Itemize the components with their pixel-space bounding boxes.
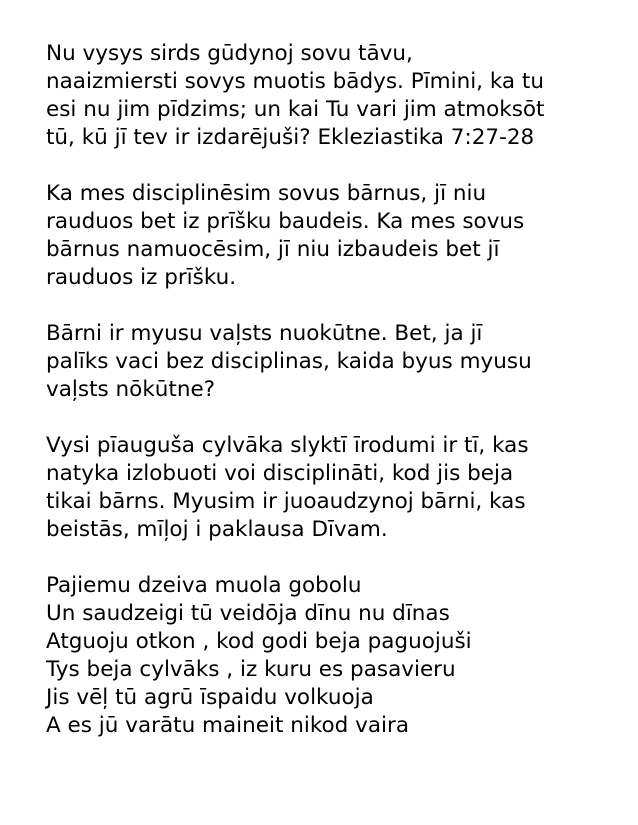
- paragraph-scripture-quote: [46, 40, 606, 152]
- poem-line: A es jū varātu maineit nikod vaira: [46, 713, 410, 738]
- text-line: Ka mes disciplinēsim sovus bārnus, jī niu: [46, 181, 487, 206]
- paragraph-habits: [46, 432, 606, 544]
- text-line: rauduos bet iz prīšku baudeis. Ka mes sovus: [46, 209, 525, 234]
- text-line: tikai bārns. Myusim ir juoaudzynoj bārni, kas: [46, 489, 526, 514]
- text-line: bārnus namuocēsim, jī niu izbaudeis bet jī: [46, 237, 500, 262]
- text-line: Bārni ir myusu vaļsts nuokūtne. Bet, ja jī: [46, 321, 483, 346]
- text-line: Nu vysys sirds gūdynoj sovu tāvu,: [46, 41, 413, 66]
- poem-line: Pajiemu dzeiva muola gobolu: [46, 573, 362, 598]
- text-line: palīks vaci bez disciplinas, kaida byus myusu: [46, 349, 532, 374]
- text-line: esi nu jim pīdzims; un kai Tu vari jim atmoksōt: [46, 97, 545, 122]
- paragraph-discipline: [46, 180, 606, 292]
- poem-line: Atguoju otkon , kod godi beja paguojuši: [46, 629, 472, 654]
- poem-line: Un saudzeigi tū veidōja dīnu nu dīnas: [46, 601, 450, 626]
- text-line: rauduos iz prīšku.: [46, 265, 237, 290]
- text-line: Vysi pīauguša cylvāka slyktī īrodumi ir tī, kas: [46, 433, 529, 458]
- document-page: [46, 40, 606, 768]
- text-line: tū, kū jī tev ir izdarējuši? Ekleziastika 7:27-28: [46, 125, 535, 150]
- text-line: naaizmiersti sovys muotis bādys. Pīmini, ka tu: [46, 69, 544, 94]
- paragraph-poem: [46, 572, 606, 740]
- text-line: natyka izlobuoti voi disciplināti, kod jis beja: [46, 461, 514, 486]
- text-line: vaļsts nōkūtne?: [46, 377, 216, 402]
- paragraph-future: [46, 320, 606, 404]
- poem-line: Jis vēļ tū agrū īspaidu volkuoja: [46, 685, 374, 710]
- text-line: beistās, mīļoj i paklausa Dīvam.: [46, 517, 388, 542]
- poem-line: Tys beja cylvāks , iz kuru es pasavieru: [46, 657, 456, 682]
